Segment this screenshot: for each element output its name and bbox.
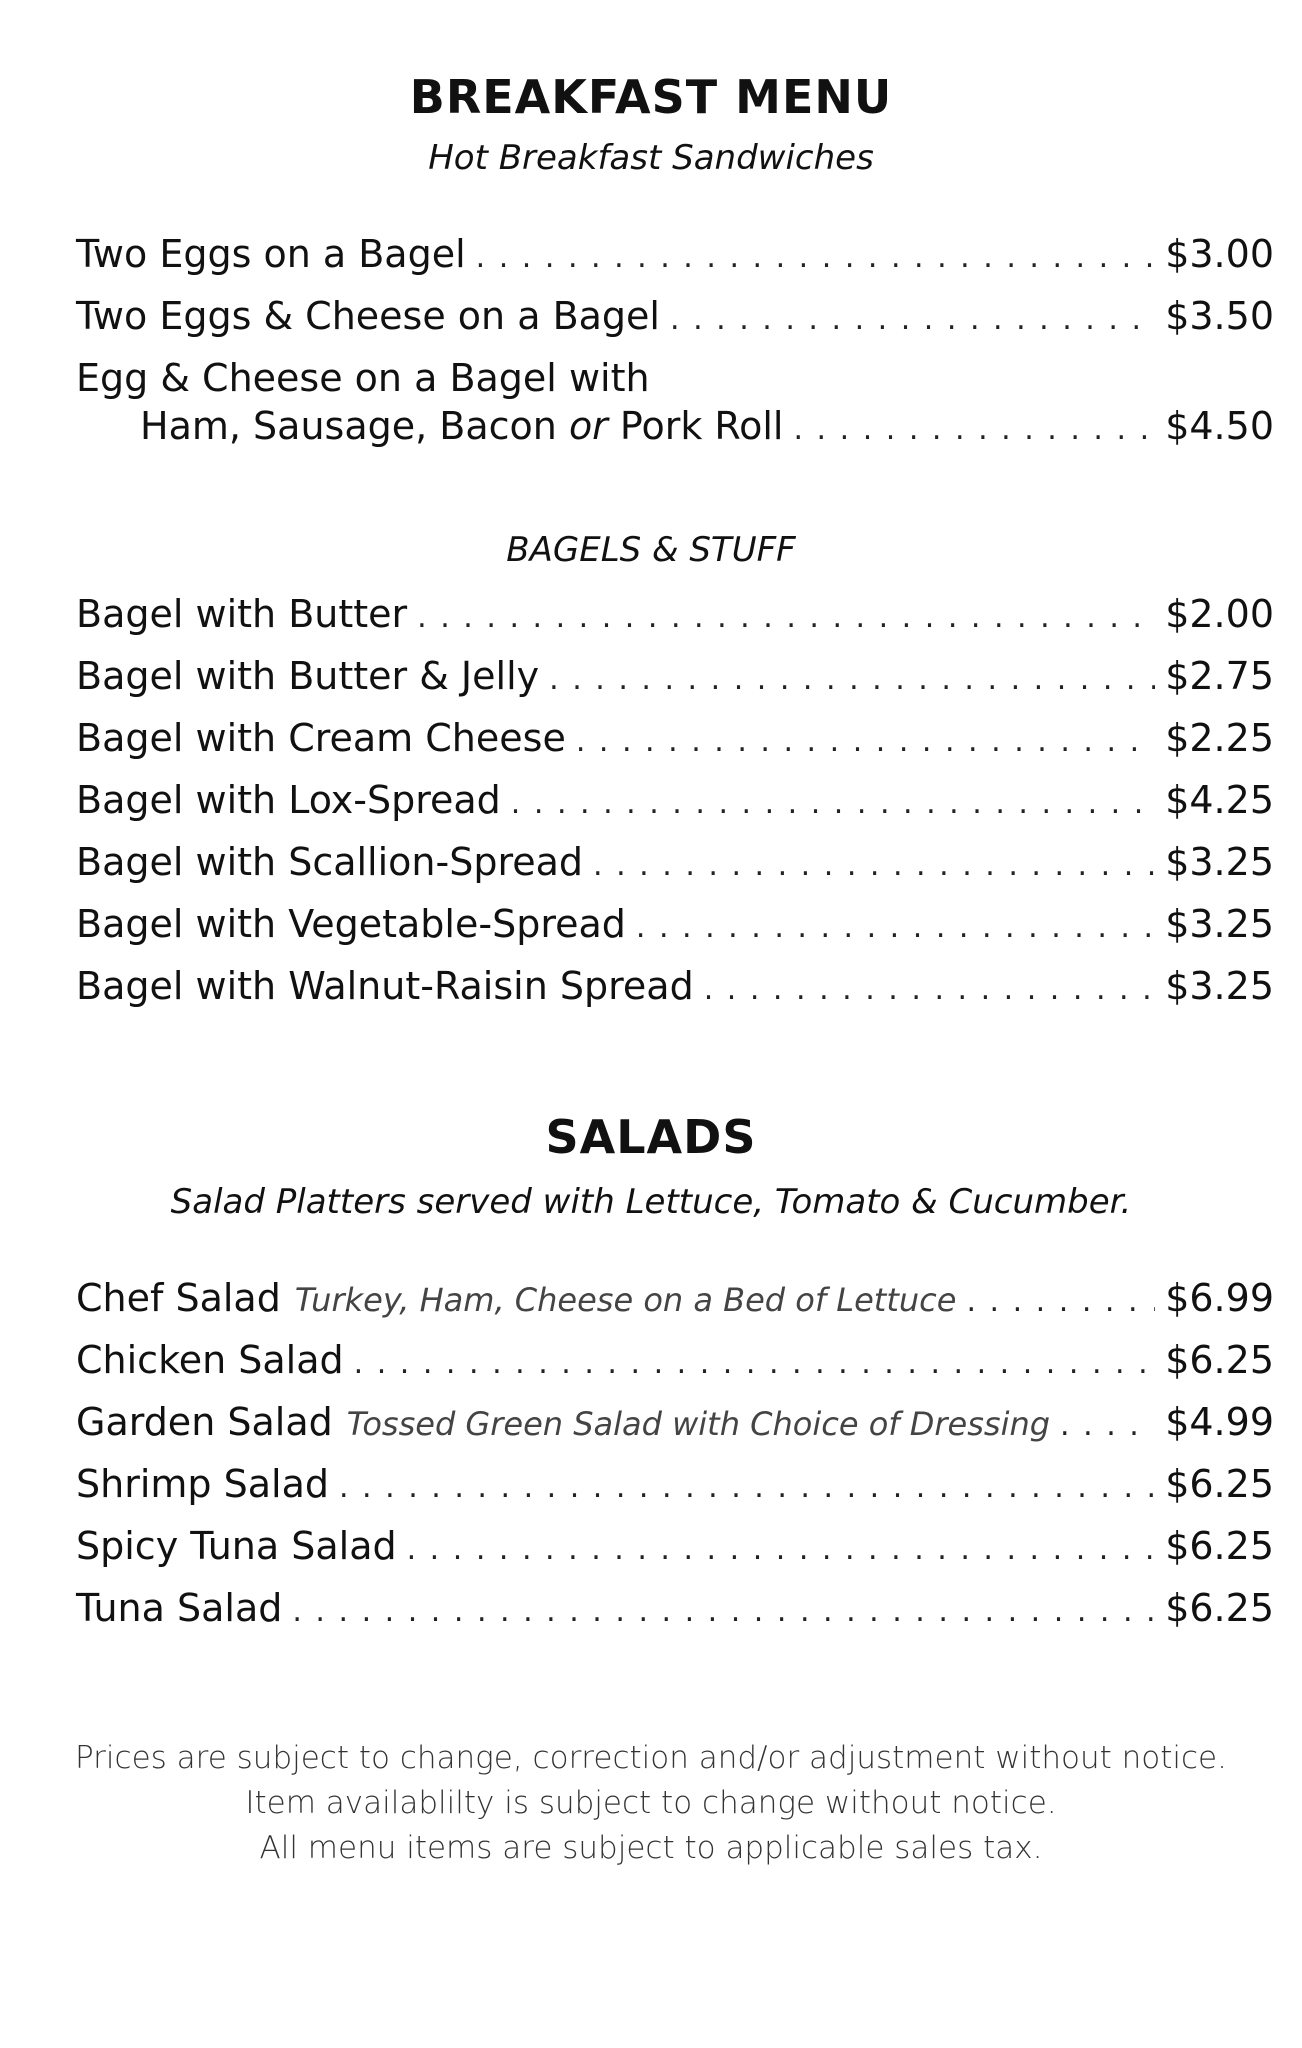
dot-leader — [511, 786, 1155, 821]
menu-item-name: Bagel with Scallion-Spread — [76, 840, 584, 884]
menu-item-price: $3.25 — [1165, 964, 1274, 1008]
dot-leader — [476, 240, 1156, 275]
dot-leader — [549, 662, 1155, 697]
menu-item-price: $2.25 — [1165, 716, 1274, 760]
menu-item-name: Bagel with Lox-Spread — [76, 778, 501, 822]
dot-leader — [966, 1284, 1155, 1319]
menu-item-price: $3.00 — [1165, 232, 1274, 276]
menu-item-name: Bagel with Butter — [76, 592, 408, 636]
menu-item-price: $4.25 — [1165, 778, 1274, 822]
menu-item — [76, 716, 1274, 768]
menu-item-name: Shrimp Salad — [76, 1462, 329, 1506]
menu-item-name-or: or — [568, 404, 608, 448]
menu-item-price: $6.25 — [1165, 1586, 1274, 1630]
menu-item-name: Spicy Tuna Salad — [76, 1524, 397, 1568]
menu-item-name: Two Eggs on a Bagel — [76, 232, 466, 276]
dot-leader — [292, 1594, 1155, 1629]
dot-leader — [704, 972, 1155, 1007]
menu-item-name-part: Pork Roll — [607, 404, 784, 448]
menu-item-name: Bagel with Walnut-Raisin Spread — [76, 964, 694, 1008]
footer-note: Item availablilty is subject to change without notice. — [245, 1785, 1057, 1821]
menu-item-price: $2.00 — [1165, 592, 1274, 636]
menu-item-description: Tossed Green Salad with Choice of Dressing — [346, 1405, 1051, 1443]
menu-item-price: $6.25 — [1165, 1524, 1274, 1568]
dot-leader — [1060, 1408, 1155, 1443]
menu-item-name: Bagel with Cream Cheese — [76, 716, 566, 760]
menu-item — [76, 840, 1274, 892]
menu-item-name-part: Ham, Sausage, Bacon — [140, 404, 569, 448]
dot-leader — [339, 1470, 1155, 1505]
menu-item — [76, 654, 1274, 706]
menu-item-price: $3.50 — [1165, 294, 1274, 338]
menu-item — [140, 404, 1274, 456]
footer-note: All menu items are subject to applicable sales tax. — [259, 1830, 1043, 1866]
dot-leader — [636, 910, 1155, 945]
breakfast-title: BREAKFAST MENU — [409, 70, 893, 124]
menu-item-name: Bagel with Vegetable-Spread — [76, 902, 626, 946]
menu-item-price: $6.99 — [1165, 1276, 1274, 1320]
menu-item-name: Two Eggs & Cheese on a Bagel — [76, 294, 660, 338]
menu-item-price: $2.75 — [1165, 654, 1274, 698]
menu-item — [76, 1400, 1274, 1452]
dot-leader — [793, 412, 1155, 447]
breakfast-subtitle: Hot Breakfast Sandwiches — [428, 138, 874, 178]
menu-item-name: Tuna Salad — [76, 1586, 283, 1630]
menu-item — [76, 592, 1274, 644]
menu-item-price: $4.50 — [1165, 404, 1274, 448]
dot-leader — [593, 848, 1155, 883]
dot-leader — [407, 1532, 1156, 1567]
salads-subtitle: Salad Platters served with Lettuce, Tomato & Cucumber. — [170, 1182, 1132, 1222]
dot-leader — [670, 302, 1155, 337]
menu-item-name: Garden Salad — [76, 1400, 333, 1444]
footer-note: Prices are subject to change, correction and/or adjustment without notice. — [75, 1740, 1227, 1776]
menu-item — [76, 1462, 1274, 1514]
menu-item — [76, 232, 1274, 284]
menu-item — [76, 964, 1274, 1016]
menu-item-price: $3.25 — [1165, 840, 1274, 884]
dot-leader — [576, 724, 1155, 759]
menu-item — [76, 902, 1274, 954]
salads-title: SALADS — [545, 1110, 757, 1164]
dot-leader — [417, 600, 1155, 635]
menu-item-name-line1: Egg & Cheese on a Bagel with — [76, 356, 650, 400]
menu-item-price: $6.25 — [1165, 1338, 1274, 1382]
menu-item-name: Bagel with Butter & Jelly — [76, 654, 540, 698]
menu-item-name: Chicken Salad — [76, 1338, 344, 1382]
bagels-title: BAGELS & STUFF — [506, 530, 796, 570]
menu-item — [76, 778, 1274, 830]
menu-item — [76, 1338, 1274, 1390]
dot-leader — [354, 1346, 1156, 1381]
menu-item — [76, 1586, 1274, 1638]
menu-item-name: Chef Salad — [76, 1276, 281, 1320]
menu-item — [76, 294, 1274, 346]
menu-item-price: $6.25 — [1165, 1462, 1274, 1506]
menu-item — [76, 1524, 1274, 1576]
menu-item — [76, 1276, 1274, 1328]
menu-item-name — [140, 404, 783, 448]
menu-item-description: Turkey, Ham, Cheese on a Bed of Lettuce — [294, 1281, 957, 1319]
menu-item-price: $3.25 — [1165, 902, 1274, 946]
menu-item-price: $4.99 — [1165, 1400, 1274, 1444]
